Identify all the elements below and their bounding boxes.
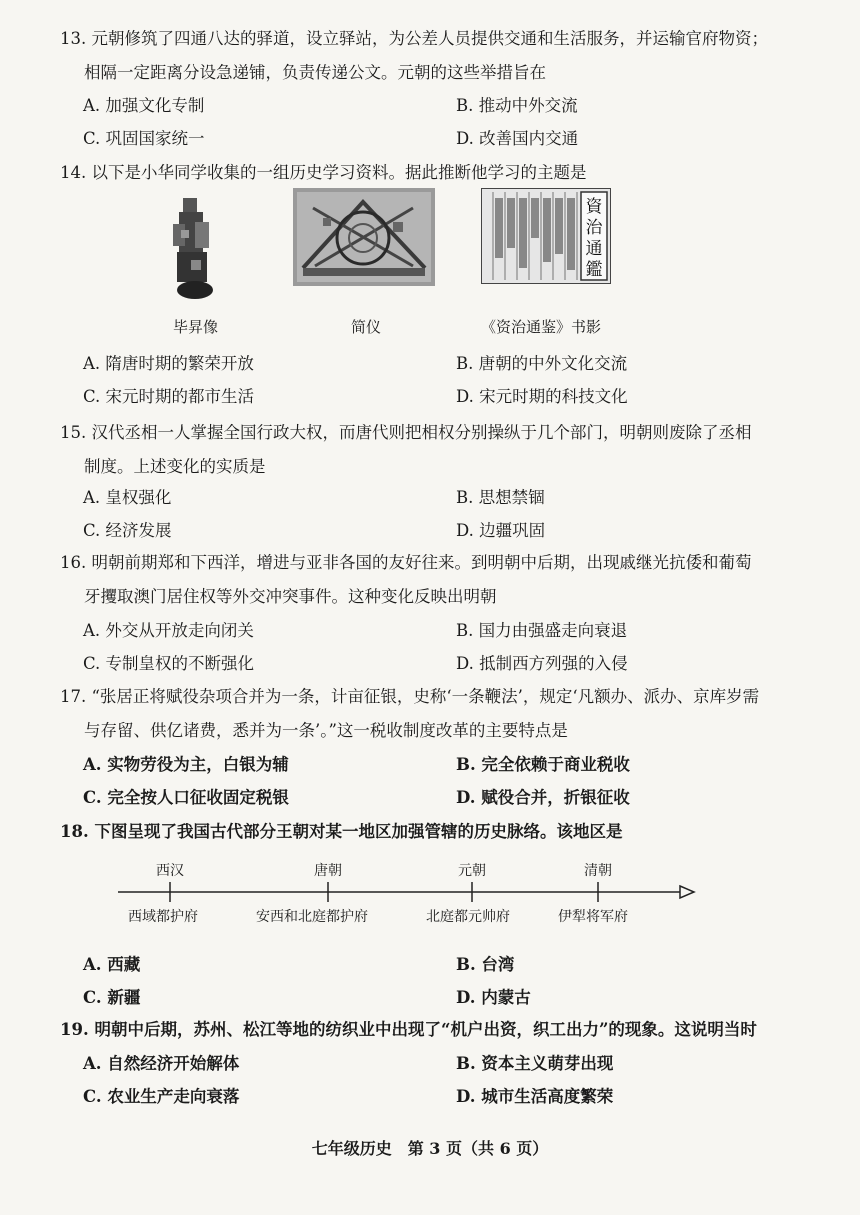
option-c[interactable]: C. 巩固国家统一 bbox=[83, 129, 205, 148]
question-17 bbox=[60, 680, 820, 748]
question-15-stem-line1: 15. 汉代丞相一人掌握全国行政大权，而唐代则把相权分别操纵于几个部门，明朝则废除了丞相 bbox=[60, 423, 752, 442]
dynasty-label: 元朝 bbox=[458, 863, 486, 879]
dynasty-label: 清朝 bbox=[584, 863, 612, 879]
question-19 bbox=[60, 1013, 820, 1047]
option-c[interactable]: C. 农业生产走向衰落 bbox=[83, 1087, 240, 1106]
option-a[interactable]: A. 实物劳役为主，白银为辅 bbox=[83, 755, 289, 774]
option-a[interactable]: A. 加强文化专制 bbox=[83, 96, 205, 115]
institution-label: 伊犁将军府 bbox=[558, 909, 628, 925]
dynasty-label: 唐朝 bbox=[314, 863, 342, 879]
dynasty-timeline bbox=[110, 856, 710, 936]
option-b[interactable]: B. 思想禁锢 bbox=[456, 488, 545, 507]
option-b[interactable]: B. 推动中外交流 bbox=[456, 96, 578, 115]
institution-label: 安西和北庭都护府 bbox=[256, 909, 368, 925]
option-d[interactable]: D. 宋元时期的科技文化 bbox=[456, 387, 628, 406]
question-19-stem: 19. 明朝中后期，苏州、松江等地的纺织业中出现了“机户出资，织工出力”的现象。这说明当时 bbox=[60, 1020, 757, 1039]
option-b[interactable]: B. 台湾 bbox=[456, 955, 515, 974]
book-char-3: 通 bbox=[585, 239, 603, 259]
caption-zizhi-tongjian: 《资治通鉴》书影 bbox=[481, 318, 602, 336]
option-c[interactable]: C. 经济发展 bbox=[83, 521, 172, 540]
option-b[interactable]: B. 完全依赖于商业税收 bbox=[456, 755, 630, 774]
option-d[interactable]: D. 赋役合并，折银征收 bbox=[456, 788, 630, 807]
armillary-instrument-image bbox=[293, 188, 435, 286]
question-17-stem-line1: 17. “张居正将赋役杂项合并为一条，计亩征银，史称‘一条鞭法’，规定‘凡额办、派办、京库岁需 bbox=[60, 687, 760, 706]
option-c[interactable]: C. 专制皇权的不断强化 bbox=[83, 654, 255, 673]
option-a[interactable]: A. 西藏 bbox=[83, 955, 141, 974]
question-15-stem-line2: 制度。上述变化的实质是 bbox=[84, 457, 266, 476]
book-char-1: 資 bbox=[585, 197, 603, 217]
caption-bisheng: 毕昇像 bbox=[173, 318, 219, 336]
option-a[interactable]: A. 外交从开放走向闭关 bbox=[83, 621, 254, 640]
page-footer: 七年级历史 第 3 页（共 6 页） bbox=[311, 1139, 549, 1158]
bisheng-statue-image bbox=[165, 194, 225, 304]
option-c[interactable]: C. 新疆 bbox=[83, 988, 141, 1007]
zizhi-tongjian-book-image bbox=[481, 188, 611, 284]
option-b[interactable]: B. 资本主义萌芽出现 bbox=[456, 1054, 614, 1073]
option-d[interactable]: D. 改善国内交通 bbox=[456, 129, 579, 148]
institution-label: 北庭都元帅府 bbox=[426, 909, 510, 925]
option-c[interactable]: C. 宋元时期的都市生活 bbox=[83, 387, 255, 406]
option-a[interactable]: A. 隋唐时期的繁荣开放 bbox=[83, 354, 254, 373]
question-14 bbox=[60, 156, 820, 190]
question-18-stem: 18. 下图呈现了我国古代部分王朝对某一地区加强管辖的历史脉络。该地区是 bbox=[60, 822, 623, 841]
option-b[interactable]: B. 唐朝的中外文化交流 bbox=[456, 354, 628, 373]
question-16 bbox=[60, 546, 820, 614]
option-a[interactable]: A. 自然经济开始解体 bbox=[83, 1054, 240, 1073]
question-16-stem-line2: 牙攫取澳门居住权等外交冲突事件。这种变化反映出明朝 bbox=[84, 587, 497, 606]
question-16-stem-line1: 16. 明朝前期郑和下西洋，增进与亚非各国的友好往来。到明朝中后期，出现戚继光抗倭和葡萄 bbox=[60, 553, 752, 572]
option-d[interactable]: D. 内蒙古 bbox=[456, 988, 531, 1007]
dynasty-label: 西汉 bbox=[156, 863, 184, 879]
option-a[interactable]: A. 皇权强化 bbox=[83, 488, 172, 507]
question-14-stem: 14. 以下是小华同学收集的一组历史学习资料。据此推断他学习的主题是 bbox=[60, 163, 587, 182]
question-18 bbox=[60, 815, 820, 849]
question-13-stem-line1: 13. 元朝修筑了四通八达的驿道，设立驿站，为公差人员提供交通和生活服务，并运输官府物资； bbox=[60, 29, 768, 48]
question-13-stem-line2: 相隔一定距离分设急递铺，负责传递公文。元朝的这些举措旨在 bbox=[84, 63, 546, 82]
institution-label: 西域都护府 bbox=[128, 909, 198, 925]
caption-armillary: 简仪 bbox=[351, 318, 382, 336]
option-d[interactable]: D. 边疆巩固 bbox=[456, 521, 546, 540]
book-char-4: 鑑 bbox=[585, 260, 603, 280]
option-b[interactable]: B. 国力由强盛走向衰退 bbox=[456, 621, 628, 640]
question-17-stem-line2: 与存留、供亿诸费，悉并为一条’。”这一税收制度改革的主要特点是 bbox=[84, 721, 568, 740]
question-14-figures bbox=[165, 188, 625, 348]
book-char-2: 治 bbox=[585, 218, 603, 238]
option-c[interactable]: C. 完全按人口征收固定税银 bbox=[83, 788, 289, 807]
option-d[interactable]: D. 城市生活高度繁荣 bbox=[456, 1087, 614, 1106]
question-13 bbox=[60, 22, 820, 90]
option-d[interactable]: D. 抵制西方列强的入侵 bbox=[456, 654, 628, 673]
question-15 bbox=[60, 416, 820, 484]
